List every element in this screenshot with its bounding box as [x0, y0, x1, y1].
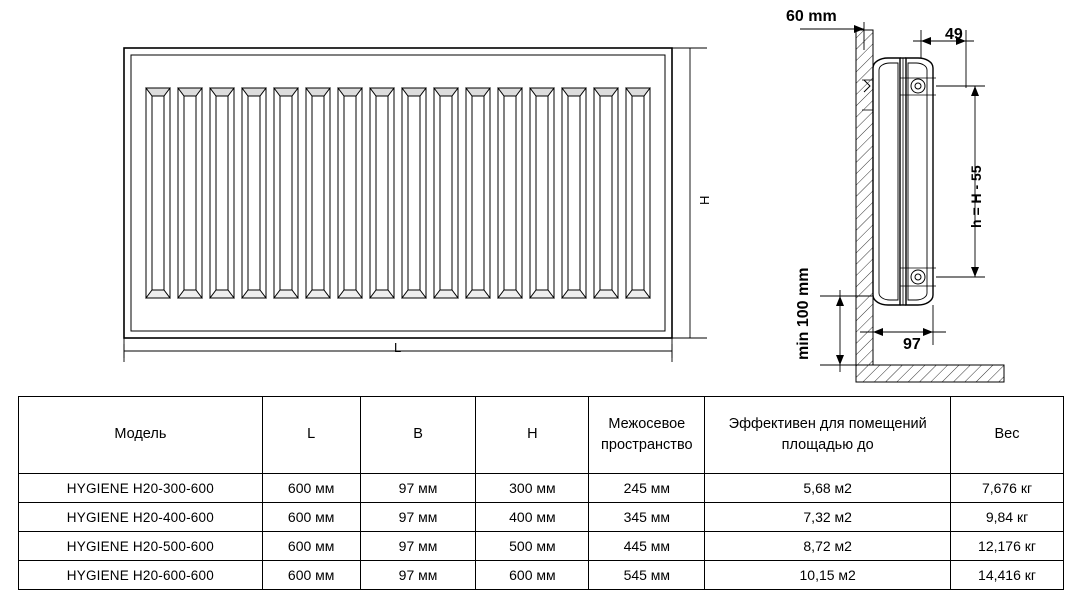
header-h: H	[476, 397, 589, 474]
specification-table	[18, 396, 1064, 590]
table-row	[19, 474, 1064, 503]
cell-weight: 9,84 кг	[951, 503, 1064, 532]
cell-weight: 7,676 кг	[951, 474, 1064, 503]
cell-model: HYGIENE H20-300-600	[19, 474, 263, 503]
table-header-row	[19, 397, 1064, 474]
front-length-label: L	[394, 340, 402, 355]
side-depth-label: 60 mm	[786, 8, 837, 25]
header-center-distance: Межосевое пространство	[589, 397, 705, 474]
cell-h: 600 мм	[476, 561, 589, 590]
cell-weight: 12,176 кг	[951, 532, 1064, 561]
cell-model: HYGIENE H20-600-600	[19, 561, 263, 590]
header-l: L	[262, 397, 360, 474]
table-row	[19, 532, 1064, 561]
cell-b: 97 мм	[360, 532, 476, 561]
cell-b: 97 мм	[360, 561, 476, 590]
cell-center-distance: 345 мм	[589, 503, 705, 532]
cell-center-distance: 445 мм	[589, 532, 705, 561]
cell-effective-area: 5,68 м2	[705, 474, 951, 503]
cell-weight: 14,416 кг	[951, 561, 1064, 590]
header-model: Модель	[19, 397, 263, 474]
cell-model: HYGIENE H20-500-600	[19, 532, 263, 561]
table-row	[19, 503, 1064, 532]
side-top-right-label: 49	[945, 26, 963, 43]
table-row	[19, 561, 1064, 590]
side-width-label: 97	[903, 336, 921, 353]
cell-center-distance: 245 мм	[589, 474, 705, 503]
cell-l: 600 мм	[262, 561, 360, 590]
cell-b: 97 мм	[360, 474, 476, 503]
cell-effective-area: 7,32 м2	[705, 503, 951, 532]
cell-b: 97 мм	[360, 503, 476, 532]
cell-effective-area: 10,15 м2	[705, 561, 951, 590]
cell-model: HYGIENE H20-400-600	[19, 503, 263, 532]
header-b: B	[360, 397, 476, 474]
cell-l: 600 мм	[262, 532, 360, 561]
cell-h: 500 мм	[476, 532, 589, 561]
header-effective-area: Эффективен для помещений площадью до	[705, 397, 951, 474]
front-view	[124, 48, 672, 338]
cell-h: 400 мм	[476, 503, 589, 532]
header-weight: Вес	[951, 397, 1064, 474]
cell-l: 600 мм	[262, 474, 360, 503]
cell-h: 300 мм	[476, 474, 589, 503]
min-floor-distance-label: min 100 mm	[795, 267, 812, 360]
side-h-formula-label: h = H - 55	[968, 165, 984, 228]
cell-center-distance: 545 мм	[589, 561, 705, 590]
front-height-label: H	[697, 195, 712, 205]
cell-l: 600 мм	[262, 503, 360, 532]
specification-table-wrapper	[18, 396, 1064, 590]
cell-effective-area: 8,72 м2	[705, 532, 951, 561]
